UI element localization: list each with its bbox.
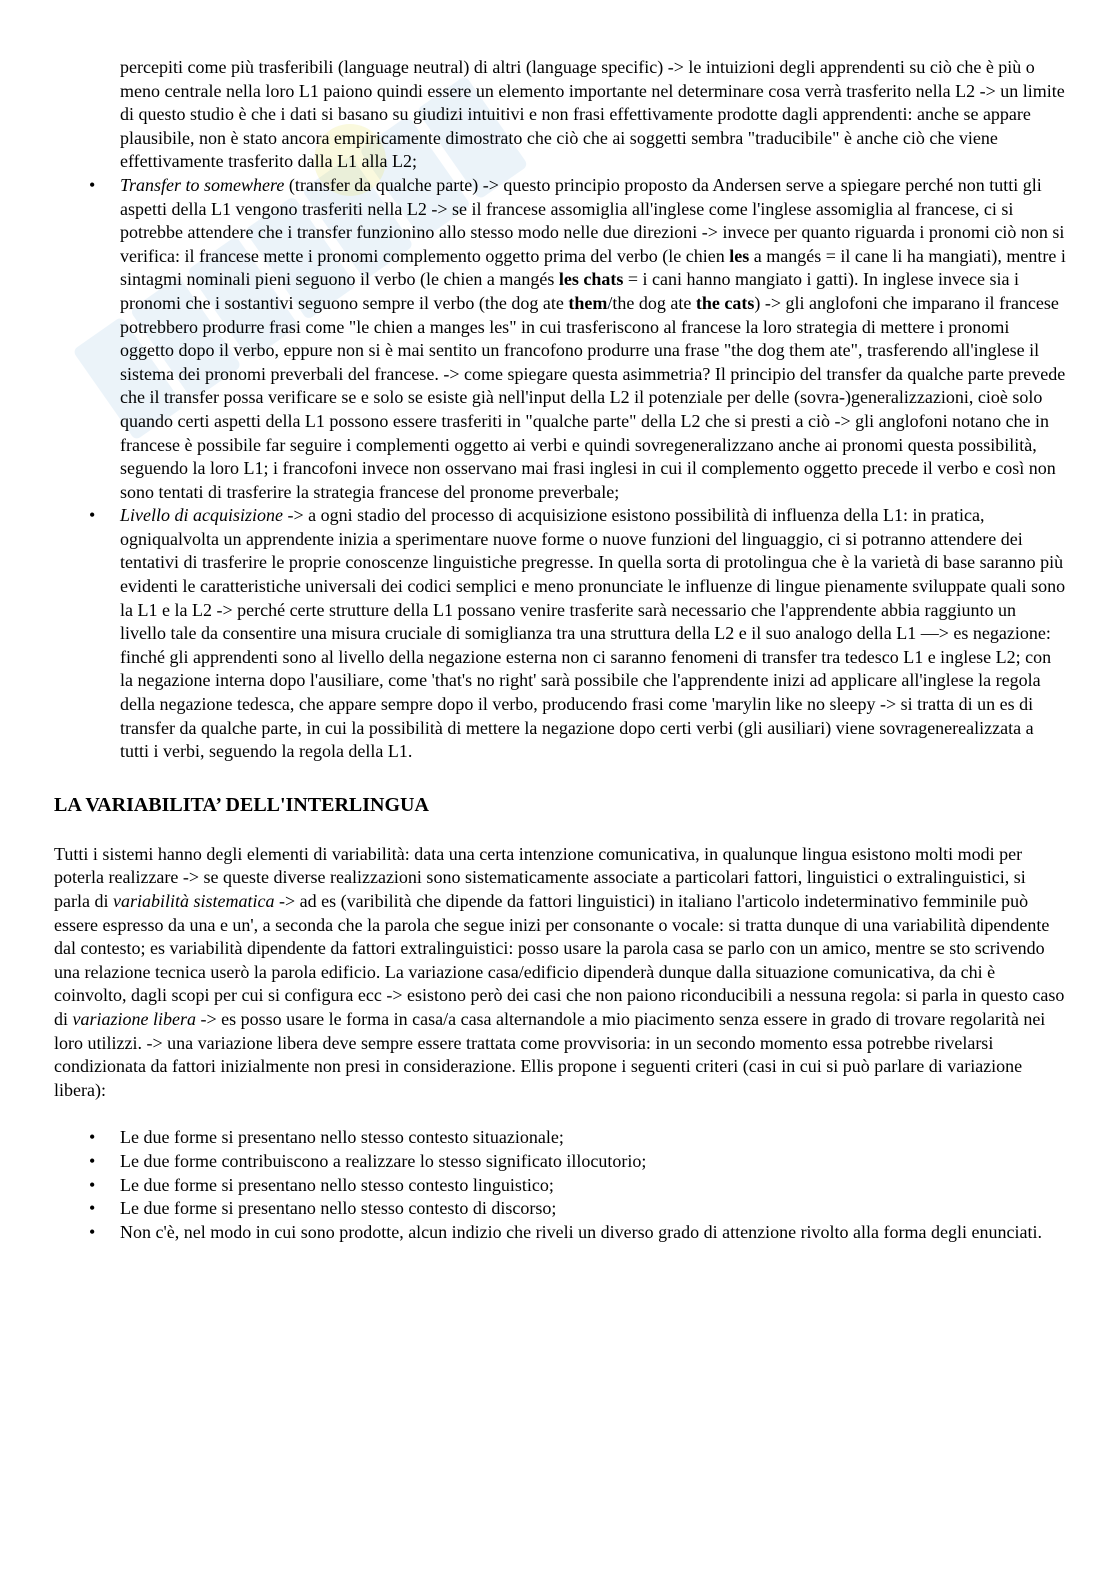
list-item: • Le due forme si presentano nello stesso contesto linguistico;: [120, 1174, 1066, 1198]
body-paragraph: Tutti i sistemi hanno degli elementi di variabilità: data una certa intenzione comunicativa, in qualunque lingua esistono molti modi per poterla realizzare -> se queste diverse realizzazioni sono sistematicamente associate a particolari fattori, linguistici o extralinguistici, si parla di variabilità sistematica -> ad es (varibilità che dipende da fattori linguistici) in italiano l'articolo indeterminativo femminile può essere espresso da una e un', a seconda che la parola che segue inizi per consonante o vocale: si tratta dunque di una variabilità dipendente dal contesto; es variabilità dipendente da fattori extralinguistici: posso usare la parola casa se parlo con un amico, mentre se sto scrivendo una relazione tecnica userò la parola edificio. La variazione casa/edificio dipenderà dunque dalla situazione comunicativa, da chi è coinvolto, dagli scopi per cui si configura ecc -> esistono però dei casi che non paiono riconducibili a nessuna regola: si parla in questo caso di variazione libera -> es posso usare le forma in casa/a casa alternandole a mio piacimento senza essere in grado di trovare regolarità nei loro utilizzi. -> una variazione libera deve sempre essere trattata come provvisoria: in un secondo momento essa potrebbe rivelarsi condizionata da fattori inizialmente non presi in considerazione. Ellis propone i seguenti criteri (casi in cui si può parlare di variazione libera):: [54, 843, 1065, 1100]
term-livello-di-acquisizione: Livello di acquisizione: [120, 505, 283, 526]
list-item: • Le due forme contribuiscono a realizzare lo stesso significato illocutorio;: [120, 1150, 1066, 1174]
list-item: • Le due forme si presentano nello stesso contesto di discorso;: [120, 1197, 1066, 1221]
list-item-livello-di-acquisizione: • Livello di acquisizione -> a ogni stadio del processo di acquisizione esistono possibilità di influenza della L1: in pratica, ogniqualvolta un apprendente inizia a sperimentare nuove forme o nuove funzioni del linguaggio, ci si potranno attendere dei tentativi di trasferire le proprie conoscenze linguistiche pregresse. In quella sorta di protolingua che è la varietà di base saranno più evidenti le caratteristiche universali dei codici semplici e meno pronunciate le influenze di lingue pienamente sviluppate quali sono la L1 e la L2 -> perché certe strutture della L1 possano venire trasferite sarà necessario che l'apprendente abbia raggiunto un livello tale da consentire una misura cruciale di somiglianza tra una struttura della L2 e il suo analogo della L1 —> es negazione: finché gli apprendenti sono al livello della negazione esterna non ci saranno fenomeni di transfer tra tedesco L1 e inglese L2; con la negazione interna dopo l'ausiliare, come 'that's no right' sarà possibile che l'apprendente inizi ad applicare all'inglese la regola della negazione tedesca, che appare sempre dopo il verbo, producendo frasi come 'marylin like no sleepy -> si tratta di un es di transfer da qualche parte, in cui la possibilità di mettere la negazione dopo certi verbi (gli ausiliari) viene sovragenerealizzata a tutti i verbi, seguendo la regola della L1.: [120, 504, 1066, 764]
bullet-list-criteria: [54, 1126, 1066, 1244]
section-heading: LA VARIABILITA’ DELL'INTERLINGUA: [54, 793, 429, 816]
bullet-list-transfer: [54, 174, 1066, 764]
list-item-transfer-to-somewhere: • Transfer to somewhere (transfer da qualche parte) -> questo principio proposto da Andersen serve a spiegare perché non tutti gli aspetti della L1 vengono trasferiti nella L2 -> se il francese assomiglia all'inglese come l'inglese assomiglia al francese, ci si potrebbe attendere che i transfer funzionino allo stesso modo nelle due direzioni -> invece per quanto riguarda i pronomi ciò non si verifica: il francese mette i pronomi complemento oggetto prima del verbo (le chien les a mangés = il cane li ha mangiati), mentre i sintagmi nominali pieni seguono il verbo (le chien a mangés les chats = i cani hanno mangiato i gatti). In inglese invece sia i pronomi che i sostantivi seguono sempre il verbo (the dog ate them/the dog ate the cats) -> gli anglofoni che imparano il francese potrebbero produrre frasi come "le chien a manges les" in cui trasferiscono al francese la loro strategia di mettere i pronomi oggetto dopo il verbo, eppure non si è mai sentito un francofono produrre una frase "the dog them ate", trasferendo all'inglese il sistema dei pronomi preverbali del francese. -> come spiegare questa asimmetria? Il principio del transfer da qualche parte prevede che il transfer possa verificare se e solo se esiste già nell'input della L2 il potenziale per delle (sovra-)generalizzazioni, cioè solo quando certi aspetti della L1 possono essere trasferiti in "qualche parte" della L2 che si presti a ciò -> gli anglofoni notano che in francese è possibile far seguire i complementi oggetto ai verbi e quindi sovregeneralizzano anche ai pronomi questa possibilità, seguendo la loro L1; i francofoni invece non osservano mai frasi inglesi in cui il complemento oggetto precede il verbo e così non sono tentati di trasferire la strategia francese del pronome preverbale;: [120, 174, 1066, 504]
list-item: • Le due forme si presentano nello stesso contesto situazionale;: [120, 1126, 1066, 1150]
term-transfer-to-somewhere: Transfer to somewhere: [120, 174, 285, 195]
list-item: • Non c'è, nel modo in cui sono prodotte, alcun indizio che riveli un diverso grado di attenzione rivolto alla forma degli enunciati.: [120, 1221, 1066, 1245]
document-page: [54, 56, 1066, 1244]
list-item-continued: percepiti come più trasferibili (language neutral) di altri (language specific) -> le intuizioni degli apprendenti su ciò che è più o meno centrale nella loro L1 paiono quindi essere un elemento importante nel determinare cosa verrà trasferito nella L2 -> un limite di questo studio è che i dati si basano su giudizi intuitivi e non frasi effettivamente prodotte dagli apprendenti: anche se appare plausibile, non è stato ancora empiricamente dimostrato che ciò che ai soggetti sembra "traducibile" è anche ciò che viene effettivamente trasferito dalla L1 alla L2;: [120, 57, 1065, 172]
